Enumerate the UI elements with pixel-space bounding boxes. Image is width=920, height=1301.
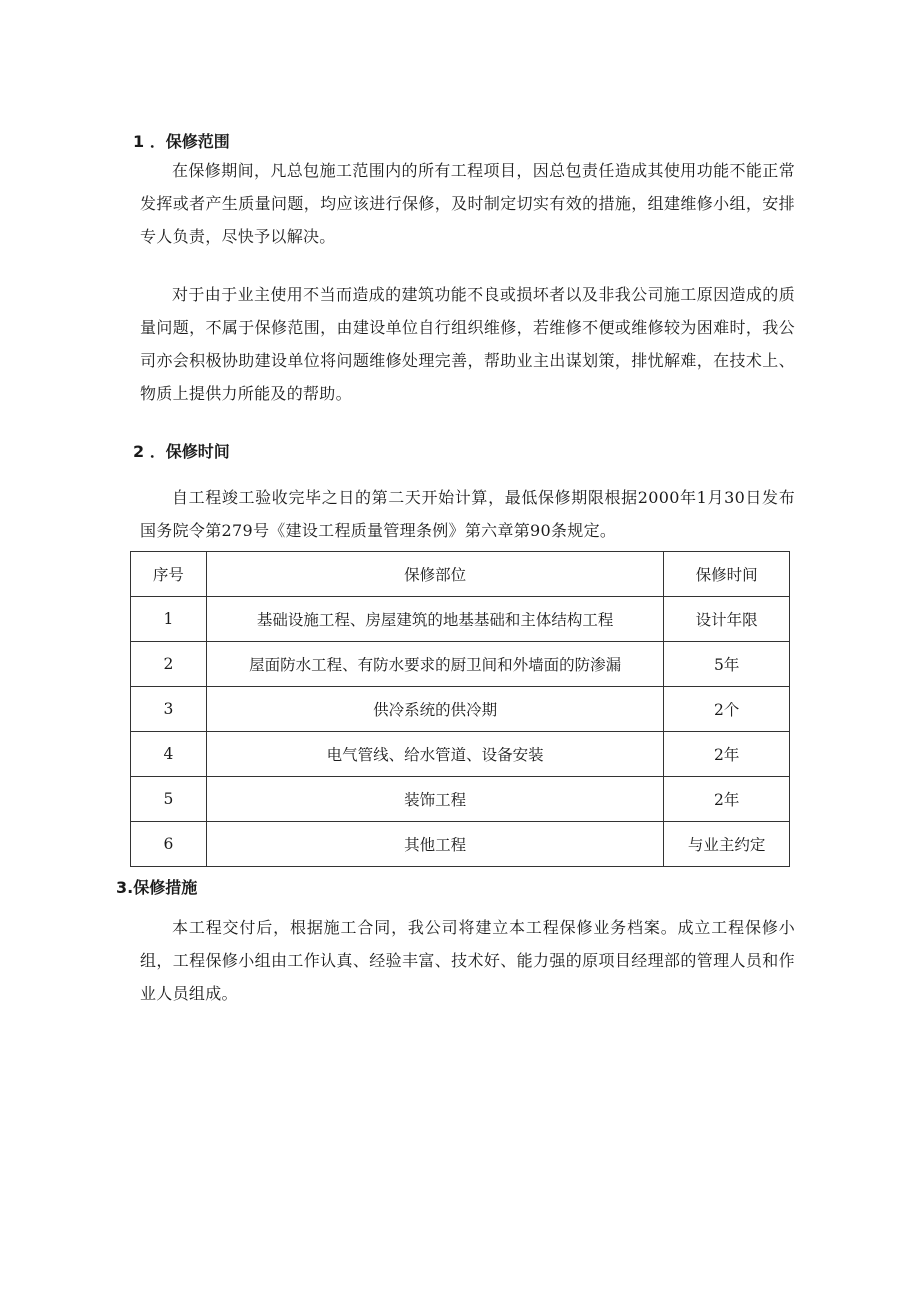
cell-serial-number: 6	[131, 822, 207, 867]
cell-warranty-period: 与业主约定	[664, 822, 790, 867]
scope-paragraph-1: 在保修期间，凡总包施工范围内的所有工程项目，因总包责任造成其使用功能不能正常发挥或者产生质量问题，均应该进行保修，及时制定切实有效的措施，组建维修小组，安排专人负责，尽快予以解决。	[140, 161, 795, 246]
header-serial-number: 序号	[131, 552, 207, 597]
table-row	[131, 687, 790, 732]
section-heading-scope: 1 ．保修范围	[133, 132, 230, 151]
header-warranty-part: 保修部位	[206, 552, 664, 597]
cell-warranty-part: 屋面防水工程、有防水要求的厨卫间和外墙面的防渗漏	[206, 642, 664, 687]
header-warranty-period: 保修时间	[664, 552, 790, 597]
section-heading-period: 2 ．保修时间	[133, 442, 230, 461]
table-row	[131, 597, 790, 642]
table-row	[131, 642, 790, 687]
cell-serial-number: 5	[131, 777, 207, 822]
cell-warranty-period: 2个	[664, 687, 790, 732]
cell-warranty-part: 电气管线、给水管道、设备安装	[206, 732, 664, 777]
cell-serial-number: 4	[131, 732, 207, 777]
scope-paragraph-2: 对于由于业主使用不当而造成的建筑功能不良或损坏者以及非我公司施工原因造成的质量问题，不属于保修范围，由建设单位自行组织维修，若维修不便或维修较为困难时，我公司亦会积极协助建设单位将问题维修处理完善，帮助业主出谋划策，排忧解难，在技术上、物质上提供力所能及的帮助。	[140, 285, 795, 403]
cell-warranty-part: 装饰工程	[206, 777, 664, 822]
cell-serial-number: 1	[131, 597, 207, 642]
table-header-row	[131, 552, 790, 597]
cell-warranty-part: 其他工程	[206, 822, 664, 867]
period-paragraph: 自工程竣工验收完毕之日的第二天开始计算，最低保修期限根据2000年1月30日发布国务院令第279号《建设工程质量管理条例》第六章第90条规定。	[140, 488, 795, 540]
cell-warranty-part: 供冷系统的供冷期	[206, 687, 664, 732]
warranty-period-table	[130, 551, 790, 867]
table-row	[131, 822, 790, 867]
section-heading-measures: 3.保修措施	[116, 878, 198, 897]
cell-serial-number: 2	[131, 642, 207, 687]
cell-warranty-period: 2年	[664, 732, 790, 777]
cell-warranty-period: 5年	[664, 642, 790, 687]
cell-warranty-part: 基础设施工程、房屋建筑的地基基础和主体结构工程	[206, 597, 664, 642]
measures-paragraph: 本工程交付后，根据施工合同，我公司将建立本工程保修业务档案。成立工程保修小组，工程保修小组由工作认真、经验丰富、技术好、能力强的原项目经理部的管理人员和作业人员组成。	[140, 918, 795, 1003]
table-row	[131, 777, 790, 822]
cell-serial-number: 3	[131, 687, 207, 732]
cell-warranty-period: 2年	[664, 777, 790, 822]
table-row	[131, 732, 790, 777]
cell-warranty-period: 设计年限	[664, 597, 790, 642]
